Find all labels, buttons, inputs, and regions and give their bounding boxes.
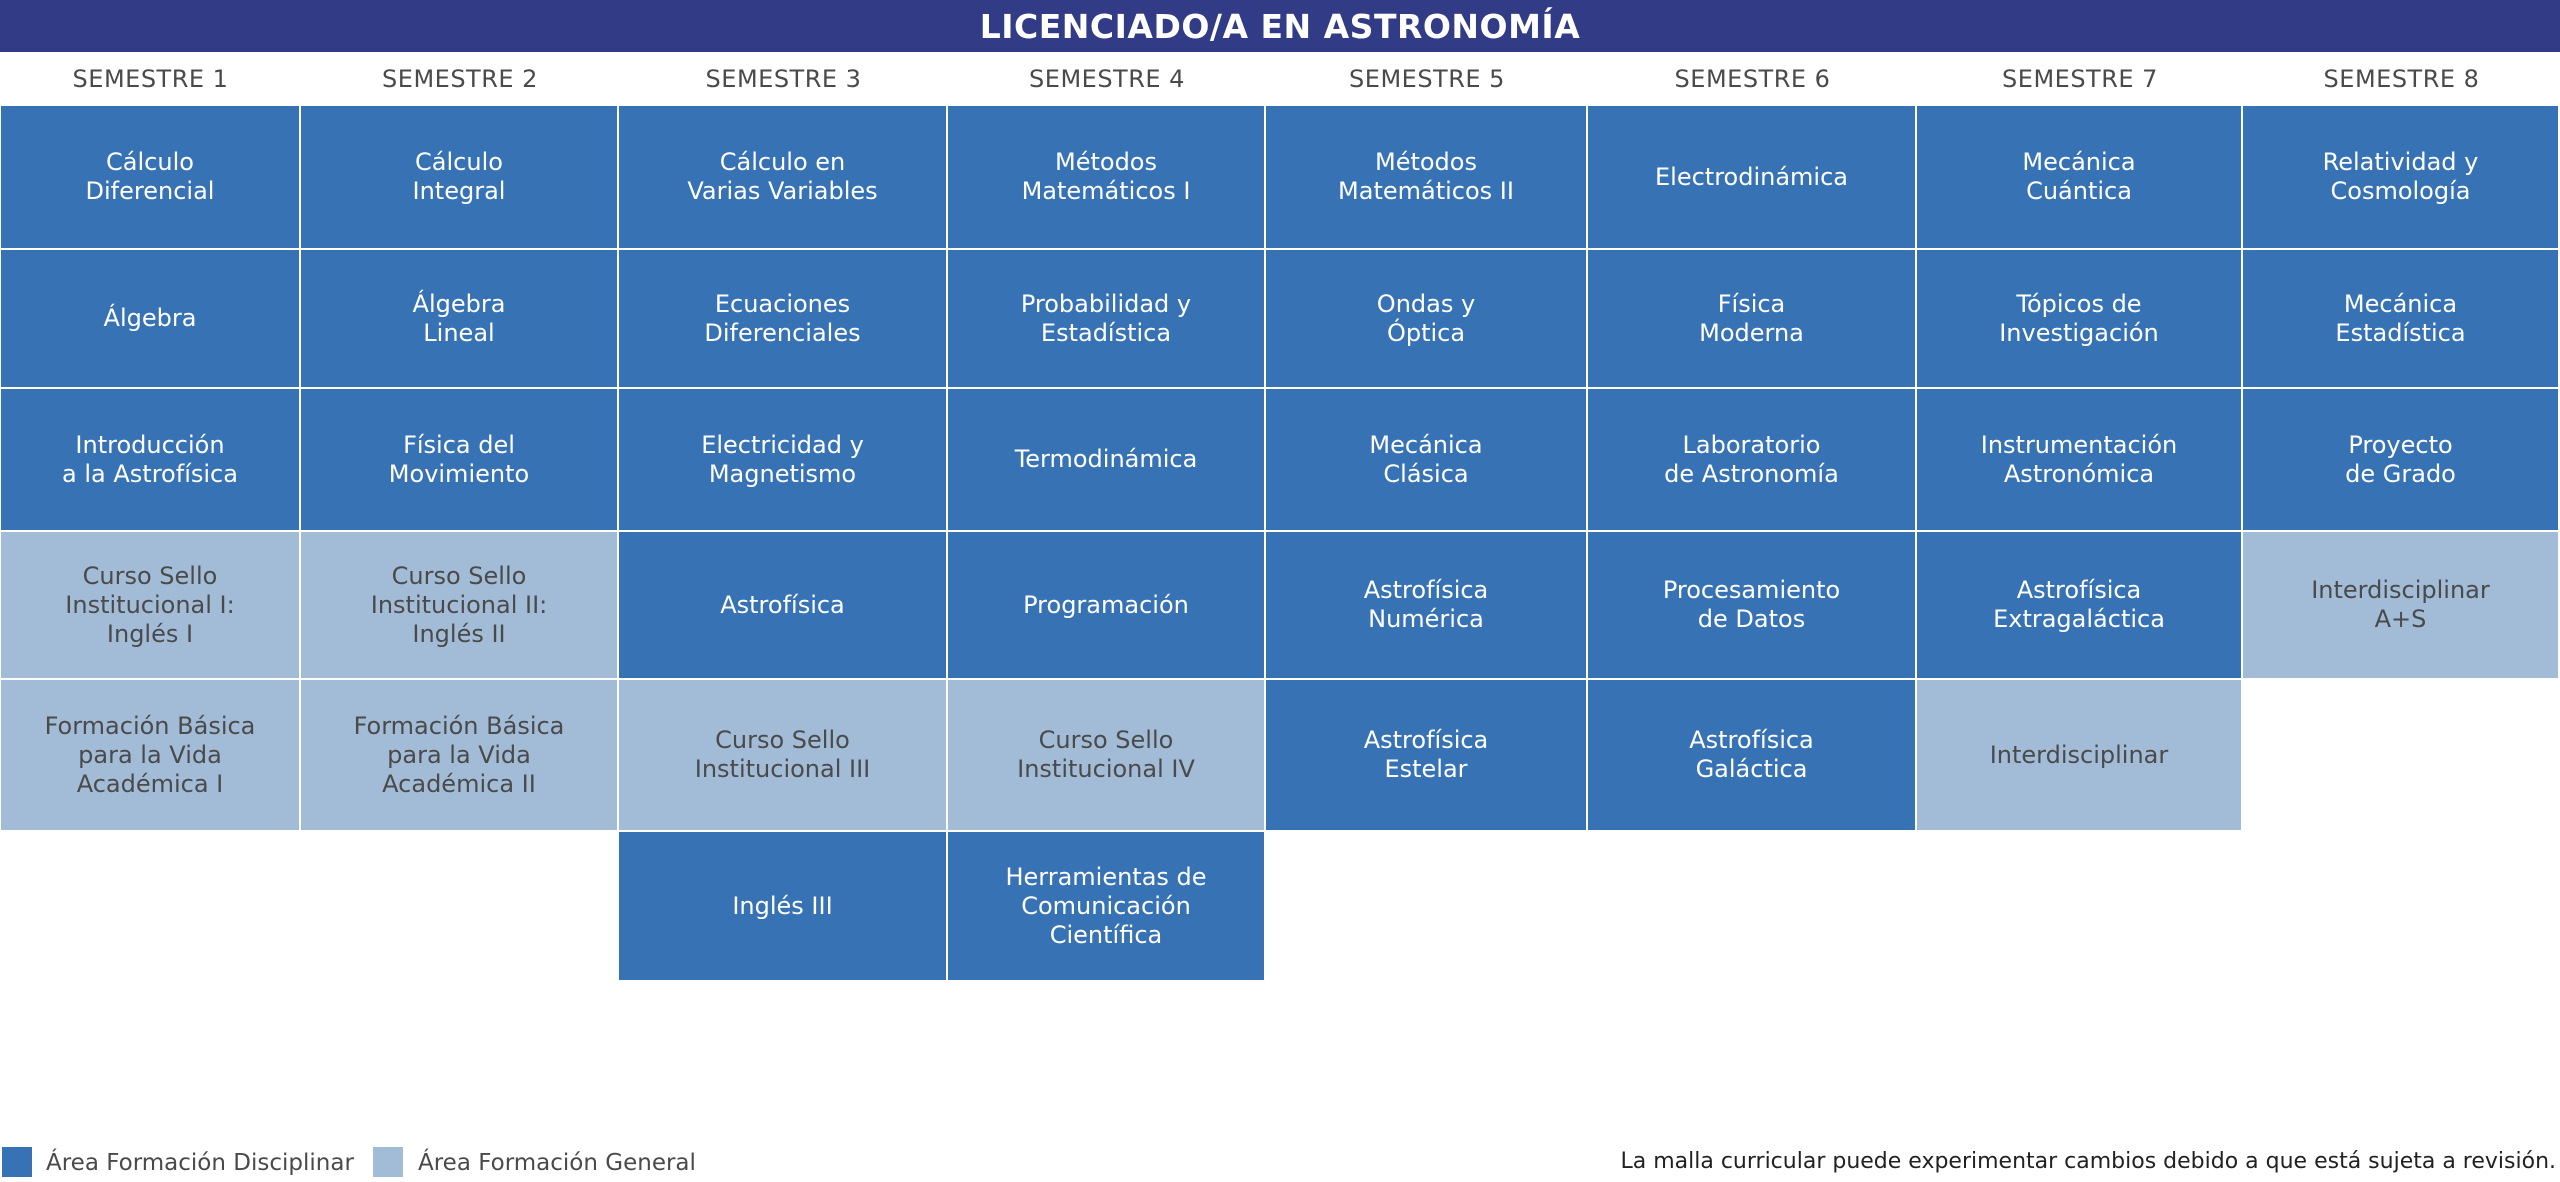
course-cell: Herramientas de Comunicación Científica (948, 832, 1264, 980)
course-cell: Mecánica Cuántica (1917, 106, 2241, 248)
semester-header-1: SEMESTRE 1 (72, 65, 229, 93)
legend-swatch-disciplinar (2, 1147, 32, 1177)
legend-label-general: Área Formación General (418, 1150, 696, 1176)
course-cell: Curso Sello Institucional II: Inglés II (301, 532, 617, 678)
course-cell: Álgebra (1, 250, 299, 387)
semester-header-8: SEMESTRE 8 (2323, 65, 2480, 93)
course-cell: Cálculo en Varias Variables (619, 106, 946, 248)
course-cell: Electrodinámica (1588, 106, 1915, 248)
course-cell: Relatividad y Cosmología (2243, 106, 2558, 248)
course-cell: Instrumentación Astronómica (1917, 389, 2241, 530)
course-cell: Proyecto de Grado (2243, 389, 2558, 530)
course-cell: Física del Movimiento (301, 389, 617, 530)
course-cell: Tópicos de Investigación (1917, 250, 2241, 387)
course-cell: Inglés III (619, 832, 946, 980)
course-cell: Programación (948, 532, 1264, 678)
disclaimer-note: La malla curricular puede experimentar cambios debido a que está sujeta a revisión. (1620, 1149, 2556, 1174)
semester-header-5: SEMESTRE 5 (1349, 65, 1505, 93)
course-cell: Formación Básica para la Vida Académica I (1, 680, 299, 830)
course-cell: Métodos Matemáticos I (948, 106, 1264, 248)
course-cell: Laboratorio de Astronomía (1588, 389, 1915, 530)
legend-swatch-general (373, 1147, 403, 1177)
semester-header-7: SEMESTRE 7 (2002, 65, 2158, 93)
course-cell: Métodos Matemáticos II (1266, 106, 1586, 248)
course-cell: Astrofísica Galáctica (1588, 680, 1915, 830)
course-cell: Termodinámica (948, 389, 1264, 530)
course-cell: Electricidad y Magnetismo (619, 389, 946, 530)
course-cell: Ecuaciones Diferenciales (619, 250, 946, 387)
semester-header-3: SEMESTRE 3 (705, 65, 862, 93)
course-cell: Interdisciplinar (1917, 680, 2241, 830)
legend-label-disciplinar: Área Formación Disciplinar (46, 1150, 354, 1176)
course-cell: Álgebra Lineal (301, 250, 617, 387)
course-cell: Formación Básica para la Vida Académica II (301, 680, 617, 830)
course-cell: Procesamiento de Datos (1588, 532, 1915, 678)
course-cell: Astrofísica Estelar (1266, 680, 1586, 830)
course-cell: Curso Sello Institucional IV (948, 680, 1264, 830)
course-cell: Curso Sello Institucional III (619, 680, 946, 830)
semester-header-2: SEMESTRE 2 (382, 65, 538, 93)
course-cell: Cálculo Diferencial (1, 106, 299, 248)
course-cell: Física Moderna (1588, 250, 1915, 387)
course-cell: Mecánica Estadística (2243, 250, 2558, 387)
page-title: LICENCIADO/A EN ASTRONOMÍA (0, 0, 2560, 52)
semester-header-6: SEMESTRE 6 (1674, 65, 1831, 93)
course-cell: Ondas y Óptica (1266, 250, 1586, 387)
course-cell: Curso Sello Institucional I: Inglés I (1, 532, 299, 678)
semester-header-4: SEMESTRE 4 (1029, 65, 1185, 93)
course-cell: Probabilidad y Estadística (948, 250, 1264, 387)
course-cell: Interdisciplinar A+S (2243, 532, 2558, 678)
course-cell: Cálculo Integral (301, 106, 617, 248)
course-cell: Astrofísica Extragaláctica (1917, 532, 2241, 678)
course-cell: Mecánica Clásica (1266, 389, 1586, 530)
course-cell: Astrofísica (619, 532, 946, 678)
course-cell: Astrofísica Numérica (1266, 532, 1586, 678)
course-cell: Introducción a la Astrofísica (1, 389, 299, 530)
